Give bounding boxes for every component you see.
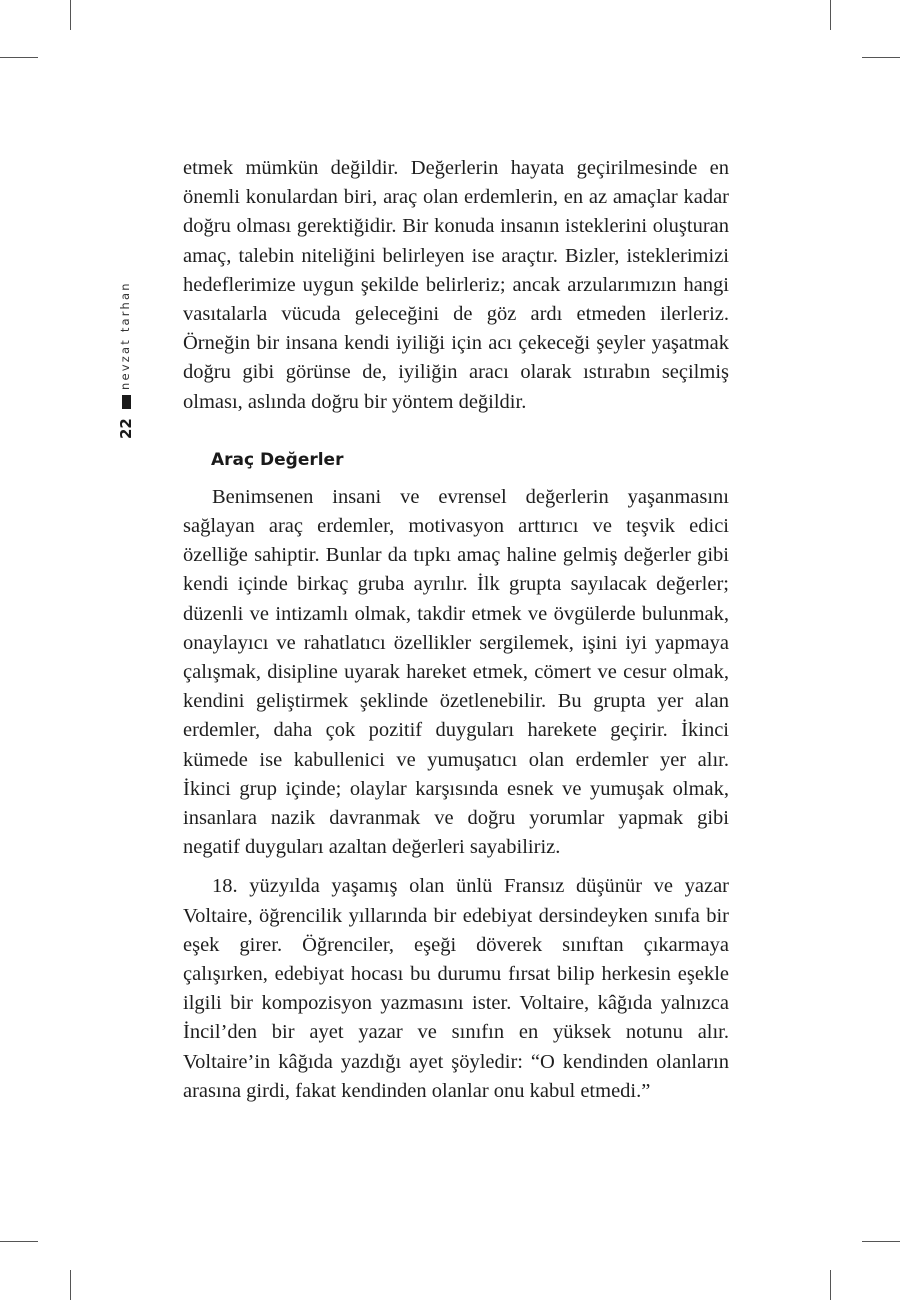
crop-mark-bottom-right-vertical <box>830 1270 831 1300</box>
paragraph-1: Benimsenen insani ve evrensel değerlerin yaşanmasını sağlayan araç erdemler, motivasyon arttırıcı ve teşvik edici özelliğe sahiptir. Bunlar da tıpkı amaç haline gelmiş değerler gibi kendi içinde birkaç gruba ayrılır. İlk grupta sayılacak değerler; düzenli ve intizamlı olmak, takdir etmek ve övgülerde bulunmak, onaylayıcı ve rahatlatıcı özellikler sergilemek, işini iyi yapmaya çalışmak, disipline uyarak hareket etmek, cömert ve cesur olmak, kendini geliştirmek şeklinde özetlenebilir. Bu grupta yer alan erdemler, daha çok pozitif duyguları harekete geçirir. İkinci kümede ise kabullenici ve yumuşatıcı olan erdemler yer alır. İkinci grup içinde; olaylar karşısında esnek ve yumuşak olmak, insanlara nazik davranmak ve doğru yorumlar yapmak gibi negatif duyguları azaltan değerleri sayabiliriz. <box>183 485 729 859</box>
crop-mark-bottom-right-horizontal <box>862 1241 900 1242</box>
crop-mark-bottom-left-horizontal <box>0 1241 38 1242</box>
running-head <box>118 250 158 440</box>
running-head-author: nevzat tarhan <box>118 281 132 390</box>
page-number <box>118 415 138 439</box>
crop-mark-bottom-left-vertical <box>70 1270 71 1300</box>
crop-mark-top-left-horizontal <box>0 57 38 58</box>
crop-mark-top-left-vertical <box>70 0 71 30</box>
paragraph-2: 18. yüzyılda yaşamış olan ünlü Fransız düşünür ve yazar Voltaire, öğrencilik yıllarında bir edebiyat dersindeyken sınıfa bir eşek girer. Öğrenciler, eşeği döverek sınıftan çıkarmaya çalışırken, edebiyat hocası bu durumu fırsat bilip herkesin eşekle ilgili bir kompozisyon yazmasını ister. Voltaire, kâğıda yalnızca İncil’den bir ayet yazar ve sınıfın en yüksek notunu alır. Voltaire’in kâğıda yazdığı ayet şöyledir: “O kendinden olanların arasına girdi, fakat kendinden olanlar onu kabul etmedi.” <box>183 875 729 1102</box>
main-text <box>183 154 729 1106</box>
running-head-bar <box>122 395 131 409</box>
page-number-label: 22 <box>117 418 135 439</box>
crop-mark-top-right-vertical <box>830 0 831 30</box>
crop-mark-top-right-horizontal <box>862 57 900 58</box>
continuation-paragraph: etmek mümkün değildir. Değerlerin hayata geçirilmesinde en önemli konulardan biri, araç olan erdemlerin, en az amaçlar kadar doğru olması gerektiğidir. Bir konuda insanın isteklerini oluşturan amaç, talebin niteliğini belirleyen ise araçtır. Bizler, isteklerimizi hedeflerimize uygun şekilde belirleriz; ancak arzularımızın hangi vasıtalarla vücuda geleceğini de göz ardı etmeden ilerleriz. Örneğin bir insana kendi iyiliği için acı çekeceği şeyler yaşatmak doğru gibi görünse de, iyiliğin aracı olarak ıstırabın seçilmiş olması, aslında doğru bir yöntem değildir. <box>183 157 729 413</box>
section-heading: Araç Değerler <box>211 449 344 470</box>
